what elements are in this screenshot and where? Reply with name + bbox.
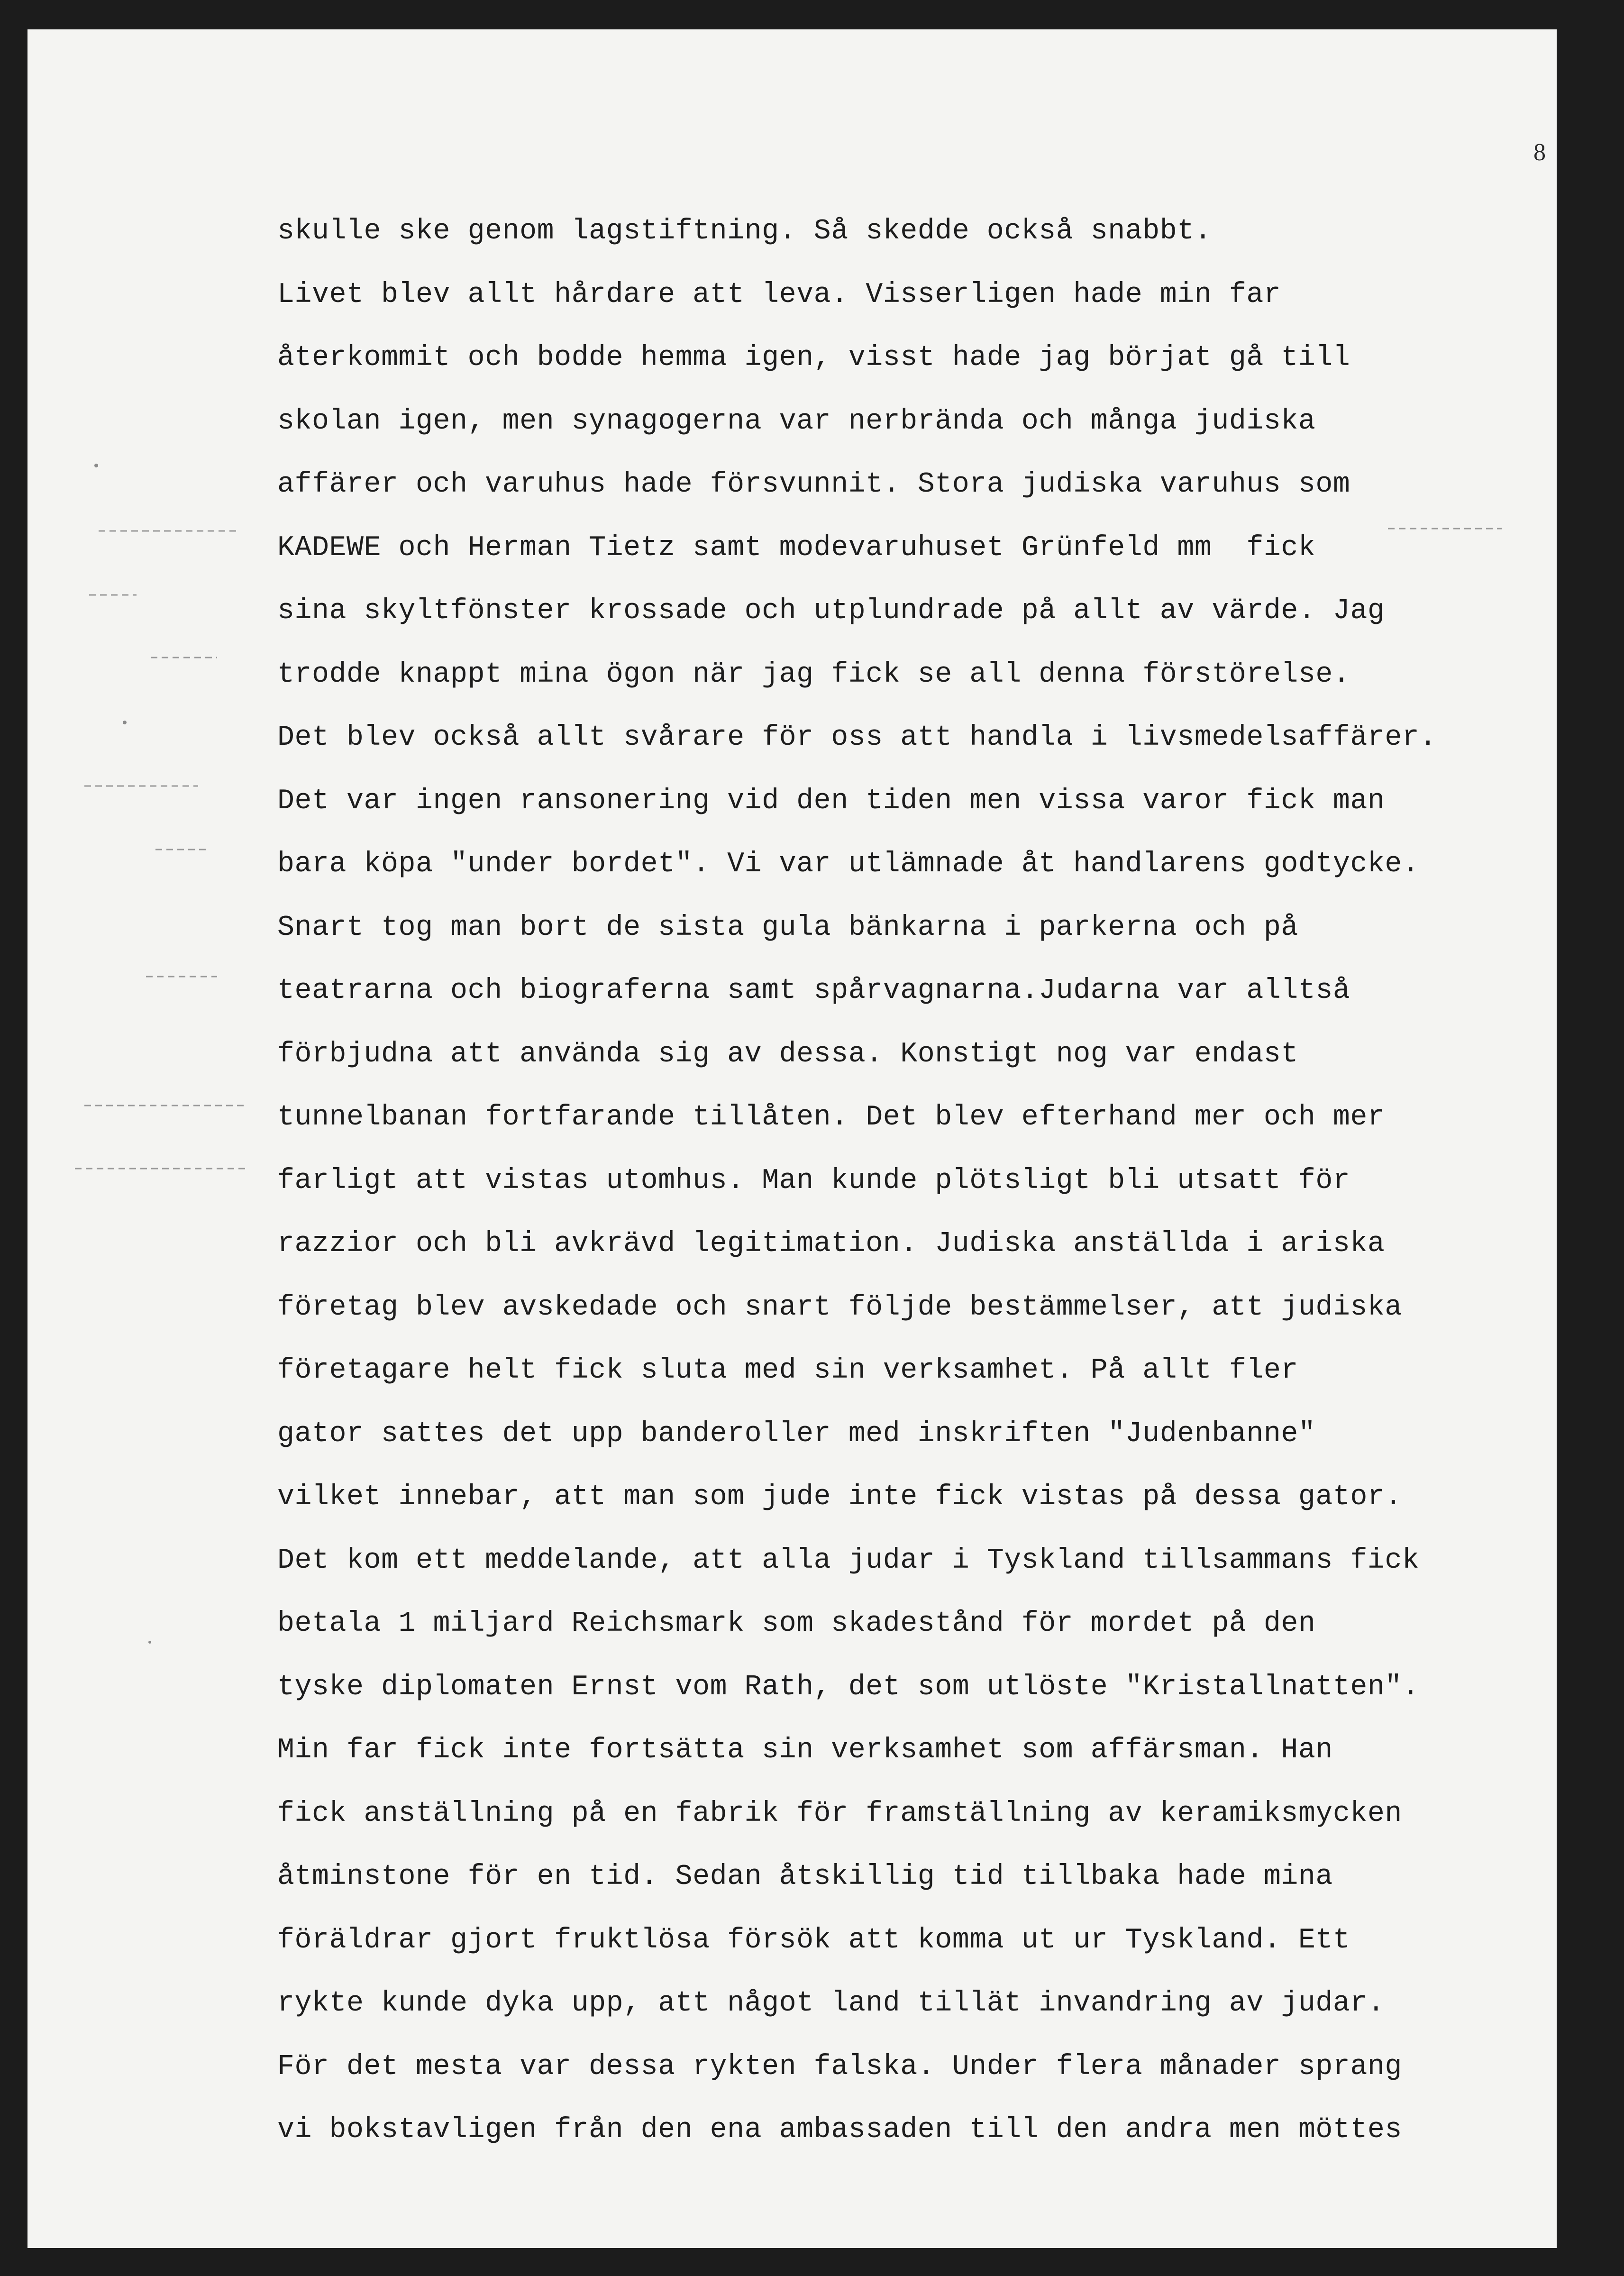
text-line: tunnelbanan fortfarande tillåten. Det blev efterhand mer och mer [277, 1101, 1385, 1133]
text-line: sina skyltfönster krossade och utplundrade på allt av värde. Jag [277, 595, 1385, 627]
text-line: Det var ingen ransonering vid den tiden men vissa varor fick man [277, 785, 1385, 817]
text-line: företagare helt fick sluta med sin verksamhet. På allt fler [277, 1354, 1298, 1387]
text-line: rykte kunde dyka upp, att något land tillät invandring av judar. [277, 1987, 1385, 2020]
text-line: KADEWE och Herman Tietz samt modevaruhuset Grünfeld mm fick [277, 531, 1316, 564]
text-line: razzior och bli avkrävd legitimation. Judiska anställda i ariska [277, 1228, 1385, 1260]
text-line: skulle ske genom lagstiftning. Så skedde också snabbt. [277, 215, 1212, 247]
text-line: bara köpa "under bordet". Vi var utlämnade åt handlarens godtycke. [277, 848, 1420, 880]
text-line: åtminstone för en tid. Sedan åtskillig tid tillbaka hade mina [277, 1861, 1333, 1893]
text-line: föräldrar gjort fruktlösa försök att komma ut ur Tyskland. Ett [277, 1924, 1350, 1956]
text-line: farligt att vistas utomhus. Man kunde plötsligt bli utsatt för [277, 1164, 1350, 1197]
text-line: vi bokstavligen från den ena ambassaden till den andra men möttes [277, 2114, 1402, 2146]
text-line: teatrarna och biograferna samt spårvagnarna.Judarna var alltså [277, 975, 1350, 1007]
text-line: affärer och varuhus hade försvunnit. Stora judiska varuhus som [277, 468, 1350, 501]
text-line: Det blev också allt svårare för oss att handla i livsmedelsaffärer. [277, 722, 1437, 754]
typed-body-text [277, 200, 1557, 2162]
text-line: Min far fick inte fortsätta sin verksamhet som affärsman. Han [277, 1734, 1333, 1766]
text-line: återkommit och bodde hemma igen, visst hade jag börjat gå till [277, 342, 1350, 374]
text-line: trodde knappt mina ögon när jag fick se all denna förstörelse. [277, 658, 1350, 691]
text-line: tyske diplomaten Ernst vom Rath, det som utlöste "Kristallnatten". [277, 1671, 1420, 1703]
text-line: Snart tog man bort de sista gula bänkarna i parkerna och på [277, 911, 1298, 944]
text-line: betala 1 miljard Reichsmark som skadestånd för mordet på den [277, 1608, 1316, 1640]
text-line: gator sattes det upp banderoller med inskriften "Judenbanne" [277, 1417, 1316, 1450]
page-number: 8 [1533, 139, 1546, 166]
text-line: För det mesta var dessa rykten falska. Under flera månader sprang [277, 2050, 1402, 2083]
text-line: förbjudna att använda sig av dessa. Konstigt nog var endast [277, 1038, 1298, 1070]
text-line: Det kom ett meddelande, att alla judar i Tyskland tillsammans fick [277, 1544, 1420, 1577]
document-page [27, 29, 1557, 2248]
text-line: vilket innebar, att man som jude inte fick vistas på dessa gator. [277, 1481, 1402, 1513]
text-line: Livet blev allt hårdare att leva. Visserligen hade min far [277, 278, 1281, 311]
text-line: företag blev avskedade och snart följde bestämmelser, att judiska [277, 1291, 1402, 1324]
text-line: skolan igen, men synagogerna var nerbrända och många judiska [277, 405, 1316, 438]
text-line: fick anställning på en fabrik för framställning av keramiksmycken [277, 1797, 1402, 1830]
